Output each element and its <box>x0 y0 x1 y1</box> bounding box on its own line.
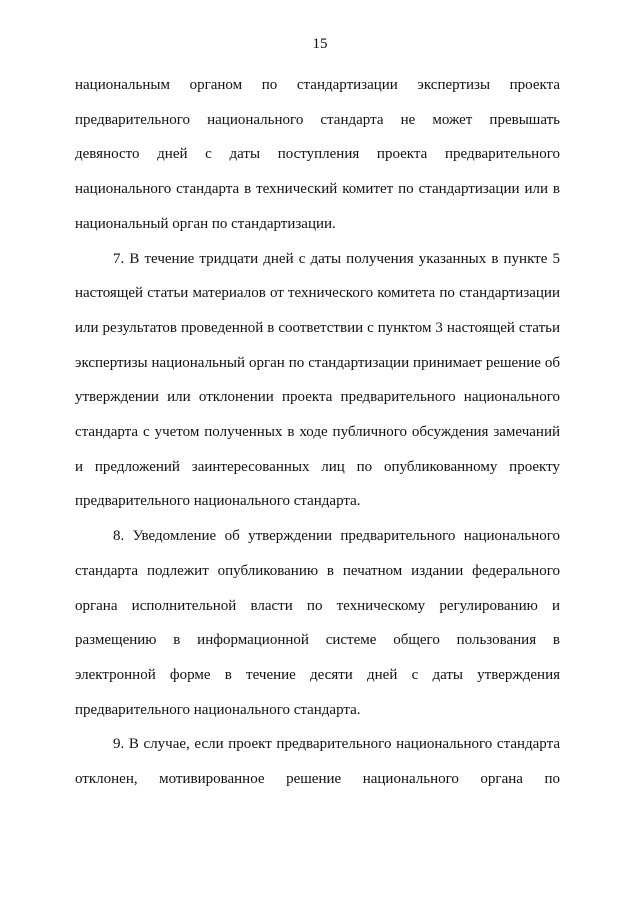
document-body <box>75 68 560 797</box>
paragraph-item-7: 7. В течение тридцати дней с даты получения указанных в пункте 5 настоящей статьи материалов от технического комитета по стандартизации или результатов проведенной в соответствии с пунктом 3 настоящей статьи экспертизы национальный орган по стандартизации принимает решение об утверждении или отклонении проекта предварительного национального стандарта с учетом полученных в ходе публичного обсуждения замечаний и предложений заинтересованных лиц по опубликованному проекту предварительного национального стандарта. <box>75 250 560 510</box>
page-number: 15 <box>312 36 328 52</box>
paragraph-continuation: национальным органом по стандартизации экспертизы проекта предварительного национального стандарта не может превышать девяносто дней с даты поступления проекта предварительного национального стандарта в технический комитет по стандартизации или в национальный орган по стандартизации. <box>75 77 560 232</box>
paragraph-item-9: 9. В случае, если проект предварительного национального стандарта отклонен, мотивированное решение национального органа по <box>75 736 560 788</box>
paragraph-item-8: 8. Уведомление об утверждении предварительного национального стандарта подлежит опубликованию в печатном издании федерального органа исполнительной власти по техническому регулированию и размещению в информационной системе общего пользования в электронной форме в течение десяти дней с даты утверждения предварительного национального стандарта. <box>75 528 560 718</box>
